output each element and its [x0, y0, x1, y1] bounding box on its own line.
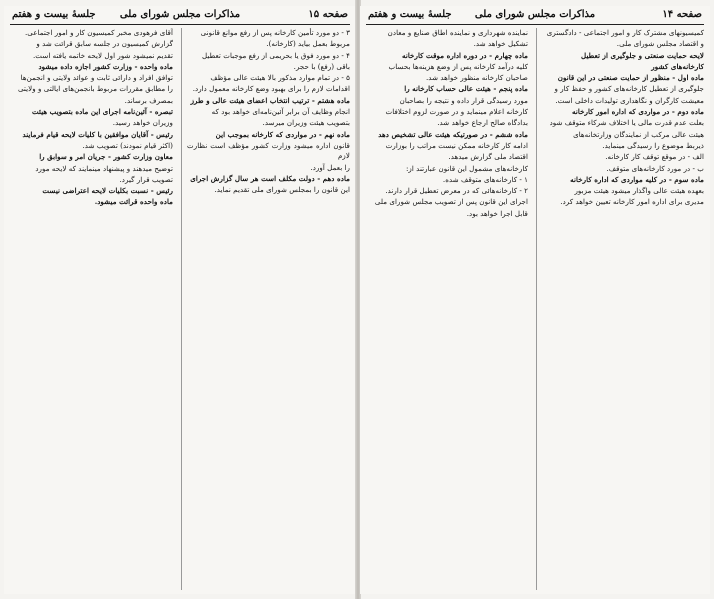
text-line: جلوگیری از تعطیل کارخانه‌های کشور و حفظ کار و: [554, 84, 704, 94]
text-line: قابل اجرا خواهد بود.: [466, 208, 528, 218]
text-line: معاون وزارت کشور - جریان امر و سوابق را: [39, 152, 173, 162]
text-line: اقدامات لازم را برای بهبود وضع کارخانه معمول دارد.: [192, 84, 350, 94]
text-line: مربوط بعمل بیاید (کارخانه).: [266, 39, 350, 49]
text-line: اقتصاد ملی گزارش میدهد.: [448, 152, 528, 162]
text-line: انجام وظایف آن برابر آئین‌نامه‌ای خواهد بود که: [211, 107, 350, 117]
text-line: ماده اول - منظور از حمایت صنعتی در این قانون: [557, 73, 704, 83]
text-line: کلیه درآمد کارخانه پس از وضع هزینه‌ها بحساب: [388, 61, 528, 71]
text-line: کارخانه‌های کشور: [651, 61, 704, 71]
text-line: بدادگاه صالح ارجاع خواهد شد.: [437, 118, 528, 128]
text-line: بعهده هیئت عالی واگذار میشود هیئت مزبور: [574, 186, 704, 196]
text-line: ماده واحده قرائت میشود.: [94, 197, 173, 207]
text-line: رئیس - نسبت بکلیات لایحه اعتراضی نیست: [42, 186, 173, 196]
text-line: هیئت عالی مرکب از نمایندگان وزارتخانه‌های: [573, 129, 704, 139]
text-line: توضیح میدهند و پیشنهاد مینمایند که لایحه مورد: [35, 163, 173, 173]
text-line: کارخانه‌های مشمول این قانون عبارتند از:: [406, 163, 528, 173]
text-line: ماده سوم - در کلیه مواردی که اداره کارخانه: [570, 174, 704, 184]
text-line: تصویب قرار گیرد.: [119, 174, 173, 184]
text-column-left: [10, 28, 173, 590]
text-line: ماده دهم - دولت مکلف است هر سال گزارش اجرای: [190, 173, 350, 183]
text-line: را مطابق مقررات مربوط بانجمن‌های ایالتی و ولایتی: [17, 84, 173, 94]
page-title: مذاکرات مجلس شورای ملی: [474, 9, 596, 20]
text-line: ماده چهارم - در دوره اداره موقت کارخانه: [401, 50, 528, 60]
text-line: بمصرف برساند.: [124, 95, 173, 105]
session-label: جلسهٔ بیست و هفتم: [368, 9, 452, 20]
text-line: ماده هشتم - ترتیب انتخاب اعضای هیئت عالی و طرز: [190, 95, 350, 105]
text-line: لایحه حمایت صنعتی و جلوگیری از تعطیل: [581, 50, 704, 60]
page-14: [360, 6, 710, 594]
text-line: ذیربط موضوع را رسیدگی مینماید.: [602, 140, 704, 150]
text-line: تقدیم نمیشود شور اول لایحه خاتمه یافته است.: [33, 50, 173, 60]
text-line: ماده دوم - در مواردی که اداره امور کارخانه: [572, 107, 704, 117]
text-line: باقی (رفع) با حجر.: [293, 61, 350, 71]
text-line: ۱ - کارخانه‌های متوقف شده.: [442, 174, 528, 184]
text-line: ماده پنجم - هیئت عالی حساب کارخانه را: [404, 84, 528, 94]
text-line: ادامه کار کارخانه ممکن نیست مراتب را بوزارت: [385, 140, 528, 150]
text-line: کمیسیونهای مشترک کار و امور اجتماعی - دادگستری: [546, 28, 704, 37]
text-line: تبصره - آئین‌نامه اجرای این ماده بتصویب هیئت: [31, 107, 173, 117]
text-line: مدیری برای اداره امور کارخانه تعیین خواهد کرد.: [560, 197, 704, 207]
text-line: بعلت عدم قدرت مالی یا اختلاف شرکاء متوقف شود: [549, 118, 704, 128]
text-line: رئیس - آقایان موافقین با کلیات لایحه قیام فرمایند: [22, 129, 173, 139]
page-number: صفحه ۱۴: [662, 9, 702, 20]
text-line: وزیران خواهد رسید.: [112, 118, 173, 128]
text-column-right: [181, 28, 350, 590]
text-line: ۳ - دو مورد تأمین کارخانه پس از رفع موانع قانونی: [200, 28, 350, 37]
text-line: بتصویب هیئت وزیران میرسد.: [262, 118, 350, 128]
page-15: [4, 6, 356, 594]
page-header: [10, 6, 350, 25]
text-line: ماده واحده - وزارت کشور اجازه داده میشود: [38, 61, 173, 71]
text-line: گزارش کمیسیون در جلسه سابق قرائت شد و: [36, 39, 173, 49]
text-line: ماده ششم - در صورتیکه هیئت عالی تشخیص دهد: [378, 129, 528, 139]
text-columns: [366, 28, 704, 590]
text-line: قانون اداره میشود وزارت کشور مؤظف است نظارت لازم: [187, 140, 350, 161]
text-line: ۴ - دو مورد فوق یا بحریمی از رفع موجبات تعطیل: [201, 50, 350, 60]
session-label: جلسهٔ بیست و هفتم: [12, 9, 96, 20]
text-line: صاحبان کارخانه منظور خواهد شد.: [426, 73, 528, 83]
text-line: و اقتصاد مجلس شورای ملی.: [616, 39, 704, 49]
text-line: را بعمل آورد.: [310, 162, 350, 172]
text-line: الف - در موقع توقف کار کارخانه.: [605, 152, 704, 162]
text-line: آقای فرهودی مخبر کمیسیون کار و امور اجتماعی.: [24, 28, 173, 37]
text-line: توافق افراد و دارائی ثابت و عوائد ولایتی و انجمن‌ها: [20, 73, 173, 83]
page-title: مذاکرات مجلس شورای ملی: [119, 9, 241, 20]
text-line: این قانون را بمجلس شورای ملی تقدیم نماید.: [214, 185, 350, 195]
text-line: ماده نهم - در مواردی که کارخانه بموجب این: [215, 129, 350, 139]
text-columns: [10, 28, 350, 590]
text-line: اجرای این قانون پس از تصویب مجلس شورای ملی: [374, 197, 528, 207]
text-column-left: [366, 28, 528, 590]
text-line: ۲ - کارخانه‌هائی که در معرض تعطیل قرار دارند.: [385, 186, 528, 196]
page-number: صفحه ۱۵: [308, 9, 348, 20]
text-line: (اکثر قیام نمودند) تصویب شد.: [82, 140, 173, 150]
text-line: ب - در مورد کارخانه‌های متوقف.: [606, 163, 704, 173]
text-line: معیشت کارگران و نگاهداری تولیدات داخلی است.: [555, 95, 704, 105]
text-column-right: [536, 28, 704, 590]
page-header: [366, 6, 704, 25]
text-line: مورد رسیدگی قرار داده و نتیجه را بصاحبان: [399, 95, 528, 105]
text-line: نماینده شهرداری و نماینده اطاق صنایع و معادن: [387, 28, 528, 37]
text-line: ۵ - در تمام موارد مذکور بالا هیئت عالی مؤظف: [210, 73, 350, 83]
text-line: کارخانه اعلام مینماید و در صورت لزوم اختلافات: [385, 107, 528, 117]
text-line: تشکیل خواهد شد.: [473, 39, 528, 49]
